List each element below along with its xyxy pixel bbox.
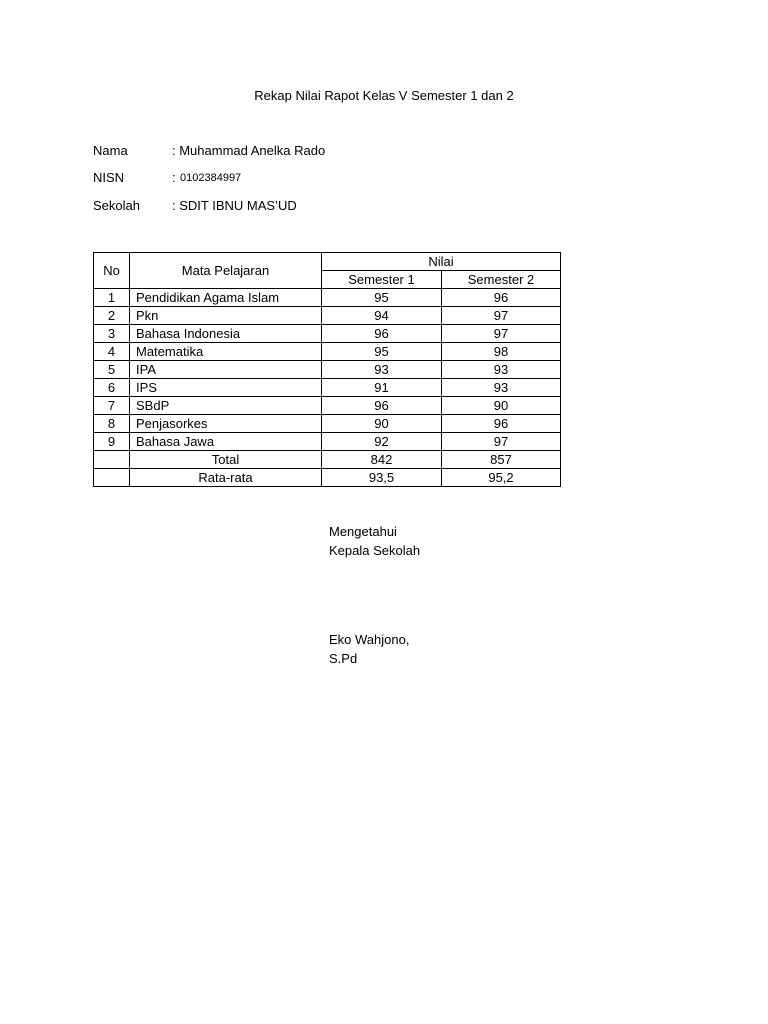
row-subject: SBdP [130,397,322,415]
total-semester-1: 842 [322,451,442,469]
row-subject: Bahasa Jawa [130,433,322,451]
table-row [94,343,561,361]
header-subject: Mata Pelajaran [130,253,322,289]
row-subject: IPA [130,361,322,379]
row-no: 4 [94,343,130,361]
acknowledgement-line: Mengetahui [329,524,397,539]
principal-degree: S.Pd [329,651,358,666]
acknowledgement-block [329,522,420,560]
nisn-value: 0102384997 [180,172,242,184]
row-semester-1: 93 [322,361,442,379]
total-row [94,451,561,469]
name-label: Nama [93,143,128,158]
table-row [94,379,561,397]
row-semester-2: 97 [442,325,561,343]
row-no: 1 [94,289,130,307]
average-no-cell [94,469,130,487]
name-value: : Muhammad Anelka Rado [172,143,326,158]
row-subject: Bahasa Indonesia [130,325,322,343]
average-semester-1: 93,5 [322,469,442,487]
row-no: 5 [94,361,130,379]
row-semester-2: 97 [442,433,561,451]
row-semester-2: 93 [442,379,561,397]
principal-name-block [329,630,409,668]
row-semester-1: 96 [322,397,442,415]
school-label: Sekolah [93,198,140,213]
principal-title: Kepala Sekolah [329,543,421,558]
grades-table [93,252,561,487]
table-header-row [94,253,561,271]
table-row [94,325,561,343]
row-no: 3 [94,325,130,343]
principal-name: Eko Wahjono, [329,632,410,647]
row-semester-1: 90 [322,415,442,433]
header-semester-2: Semester 2 [442,271,561,289]
row-semester-2: 90 [442,397,561,415]
average-row [94,469,561,487]
row-no: 6 [94,379,130,397]
row-subject: Pkn [130,307,322,325]
row-semester-1: 95 [322,289,442,307]
header-no: No [94,253,130,289]
table-row [94,415,561,433]
total-semester-2: 857 [442,451,561,469]
school-value: : SDIT IBNU MAS’UD [172,198,297,213]
header-semester-1: Semester 1 [322,271,442,289]
row-no: 2 [94,307,130,325]
total-label: Total [130,451,322,469]
page-title: Rekap Nilai Rapot Kelas V Semester 1 dan 2 [254,88,514,103]
row-no: 8 [94,415,130,433]
row-semester-1: 91 [322,379,442,397]
row-semester-2: 98 [442,343,561,361]
average-label: Rata-rata [130,469,322,487]
row-semester-2: 97 [442,307,561,325]
row-semester-1: 95 [322,343,442,361]
row-semester-2: 96 [442,289,561,307]
total-no-cell [94,451,130,469]
nisn-colon: : [172,170,176,185]
table-row [94,433,561,451]
row-subject: Matematika [130,343,322,361]
row-subject: IPS [130,379,322,397]
table-row [94,361,561,379]
table-row [94,289,561,307]
nisn-label: NISN [93,170,125,185]
row-semester-1: 92 [322,433,442,451]
table-row [94,307,561,325]
row-no: 9 [94,433,130,451]
table-row [94,397,561,415]
row-subject: Penjasorkes [130,415,322,433]
row-semester-2: 93 [442,361,561,379]
header-nilai: Nilai [322,253,561,271]
row-semester-2: 96 [442,415,561,433]
row-subject: Pendidikan Agama Islam [130,289,322,307]
row-no: 7 [94,397,130,415]
average-semester-2: 95,2 [442,469,561,487]
row-semester-1: 94 [322,307,442,325]
row-semester-1: 96 [322,325,442,343]
